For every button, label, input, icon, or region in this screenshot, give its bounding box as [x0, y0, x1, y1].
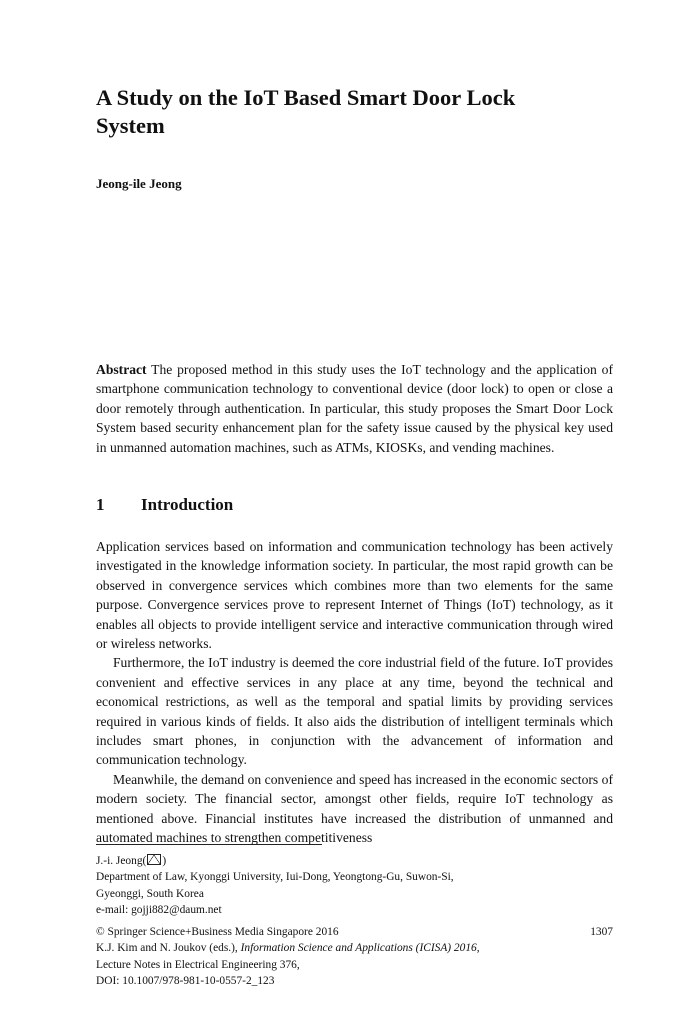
section-title: Introduction [141, 495, 234, 514]
corresponding-author: J.-i. Jeong( ) [96, 855, 167, 867]
footnote-divider [96, 844, 322, 845]
paragraph: Furthermore, the IoT industry is deemed the core industrial field of the future. IoT provides convenient and effective services in any place at any time, beyond the technical and economical restrictions, as well as the temporal and spatial limits by providing services required in various kinds of fields. It also aids the distribution of intelligent terminals which includes smart phones, in conjunction with the advancement of information and communication technology. [96, 655, 613, 768]
book-title: Information Science and Applications (ICISA) 2016 [240, 942, 477, 955]
abstract-text: The proposed method in this study uses the IoT technology and the application of smartphone communication technology to conventional device (door lock) to open or close a door remotely through authentication. In particular, this study proposes the Smart Door Lock System based security enhancement plan for the safety issue caused by the physical key used in unmanned automation machines, such as ATMs, KIOSKs, and vending machines. [96, 362, 613, 455]
paragraph: Application services based on information and communication technology has been actively investigated in the knowledge information society. In particular, the most rapid growth can be observed in convergence services which combines more than two elements for the same purpose. Convergence services prove to represent Internet of Things (IoT) technology, as it enables all objects to provide intelligent service and interactive communication through wired or wireless networks. [96, 539, 613, 652]
publication-info [96, 924, 613, 990]
section-number: 1 [96, 495, 105, 514]
paper-title: A Study on the IoT Based Smart Door Lock System [96, 85, 516, 138]
author-footnote [96, 853, 613, 919]
page-number: 1307 [590, 926, 613, 938]
affiliation-line: Department of Law, Kyonggi University, Iui-Dong, Yeongtong-Gu, Suwon-Si, [96, 871, 454, 884]
paragraph: Meanwhile, the demand on convenience and speed has increased in the economic sectors of modern society. The financial sector, amongst other fields, require IoT technology as mentioned above. Financial institutes have increased the distribution of unmanned and automated machines to strengthen competitiveness [96, 771, 613, 846]
section-heading [96, 495, 233, 515]
introduction-body [96, 537, 613, 848]
series-info: Lecture Notes in Electrical Engineering 376, [96, 958, 300, 971]
author-name: Jeong-ile Jeong [96, 176, 182, 191]
abstract [96, 360, 613, 457]
affiliation-line: Gyeonggi, South Korea [96, 887, 204, 900]
doi: DOI: 10.1007/978-981-10-0557-2_123 [96, 975, 275, 988]
book-citation: K.J. Kim and N. Joukov (eds.), Information Science and Applications (ICISA) 2016, [96, 942, 480, 955]
copyright-notice: © Springer Science+Business Media Singapore 2016 [96, 926, 339, 938]
abstract-label: Abstract [96, 362, 147, 377]
author-email: e-mail: gojji882@daum.net [96, 904, 222, 917]
envelope-icon [147, 854, 161, 865]
